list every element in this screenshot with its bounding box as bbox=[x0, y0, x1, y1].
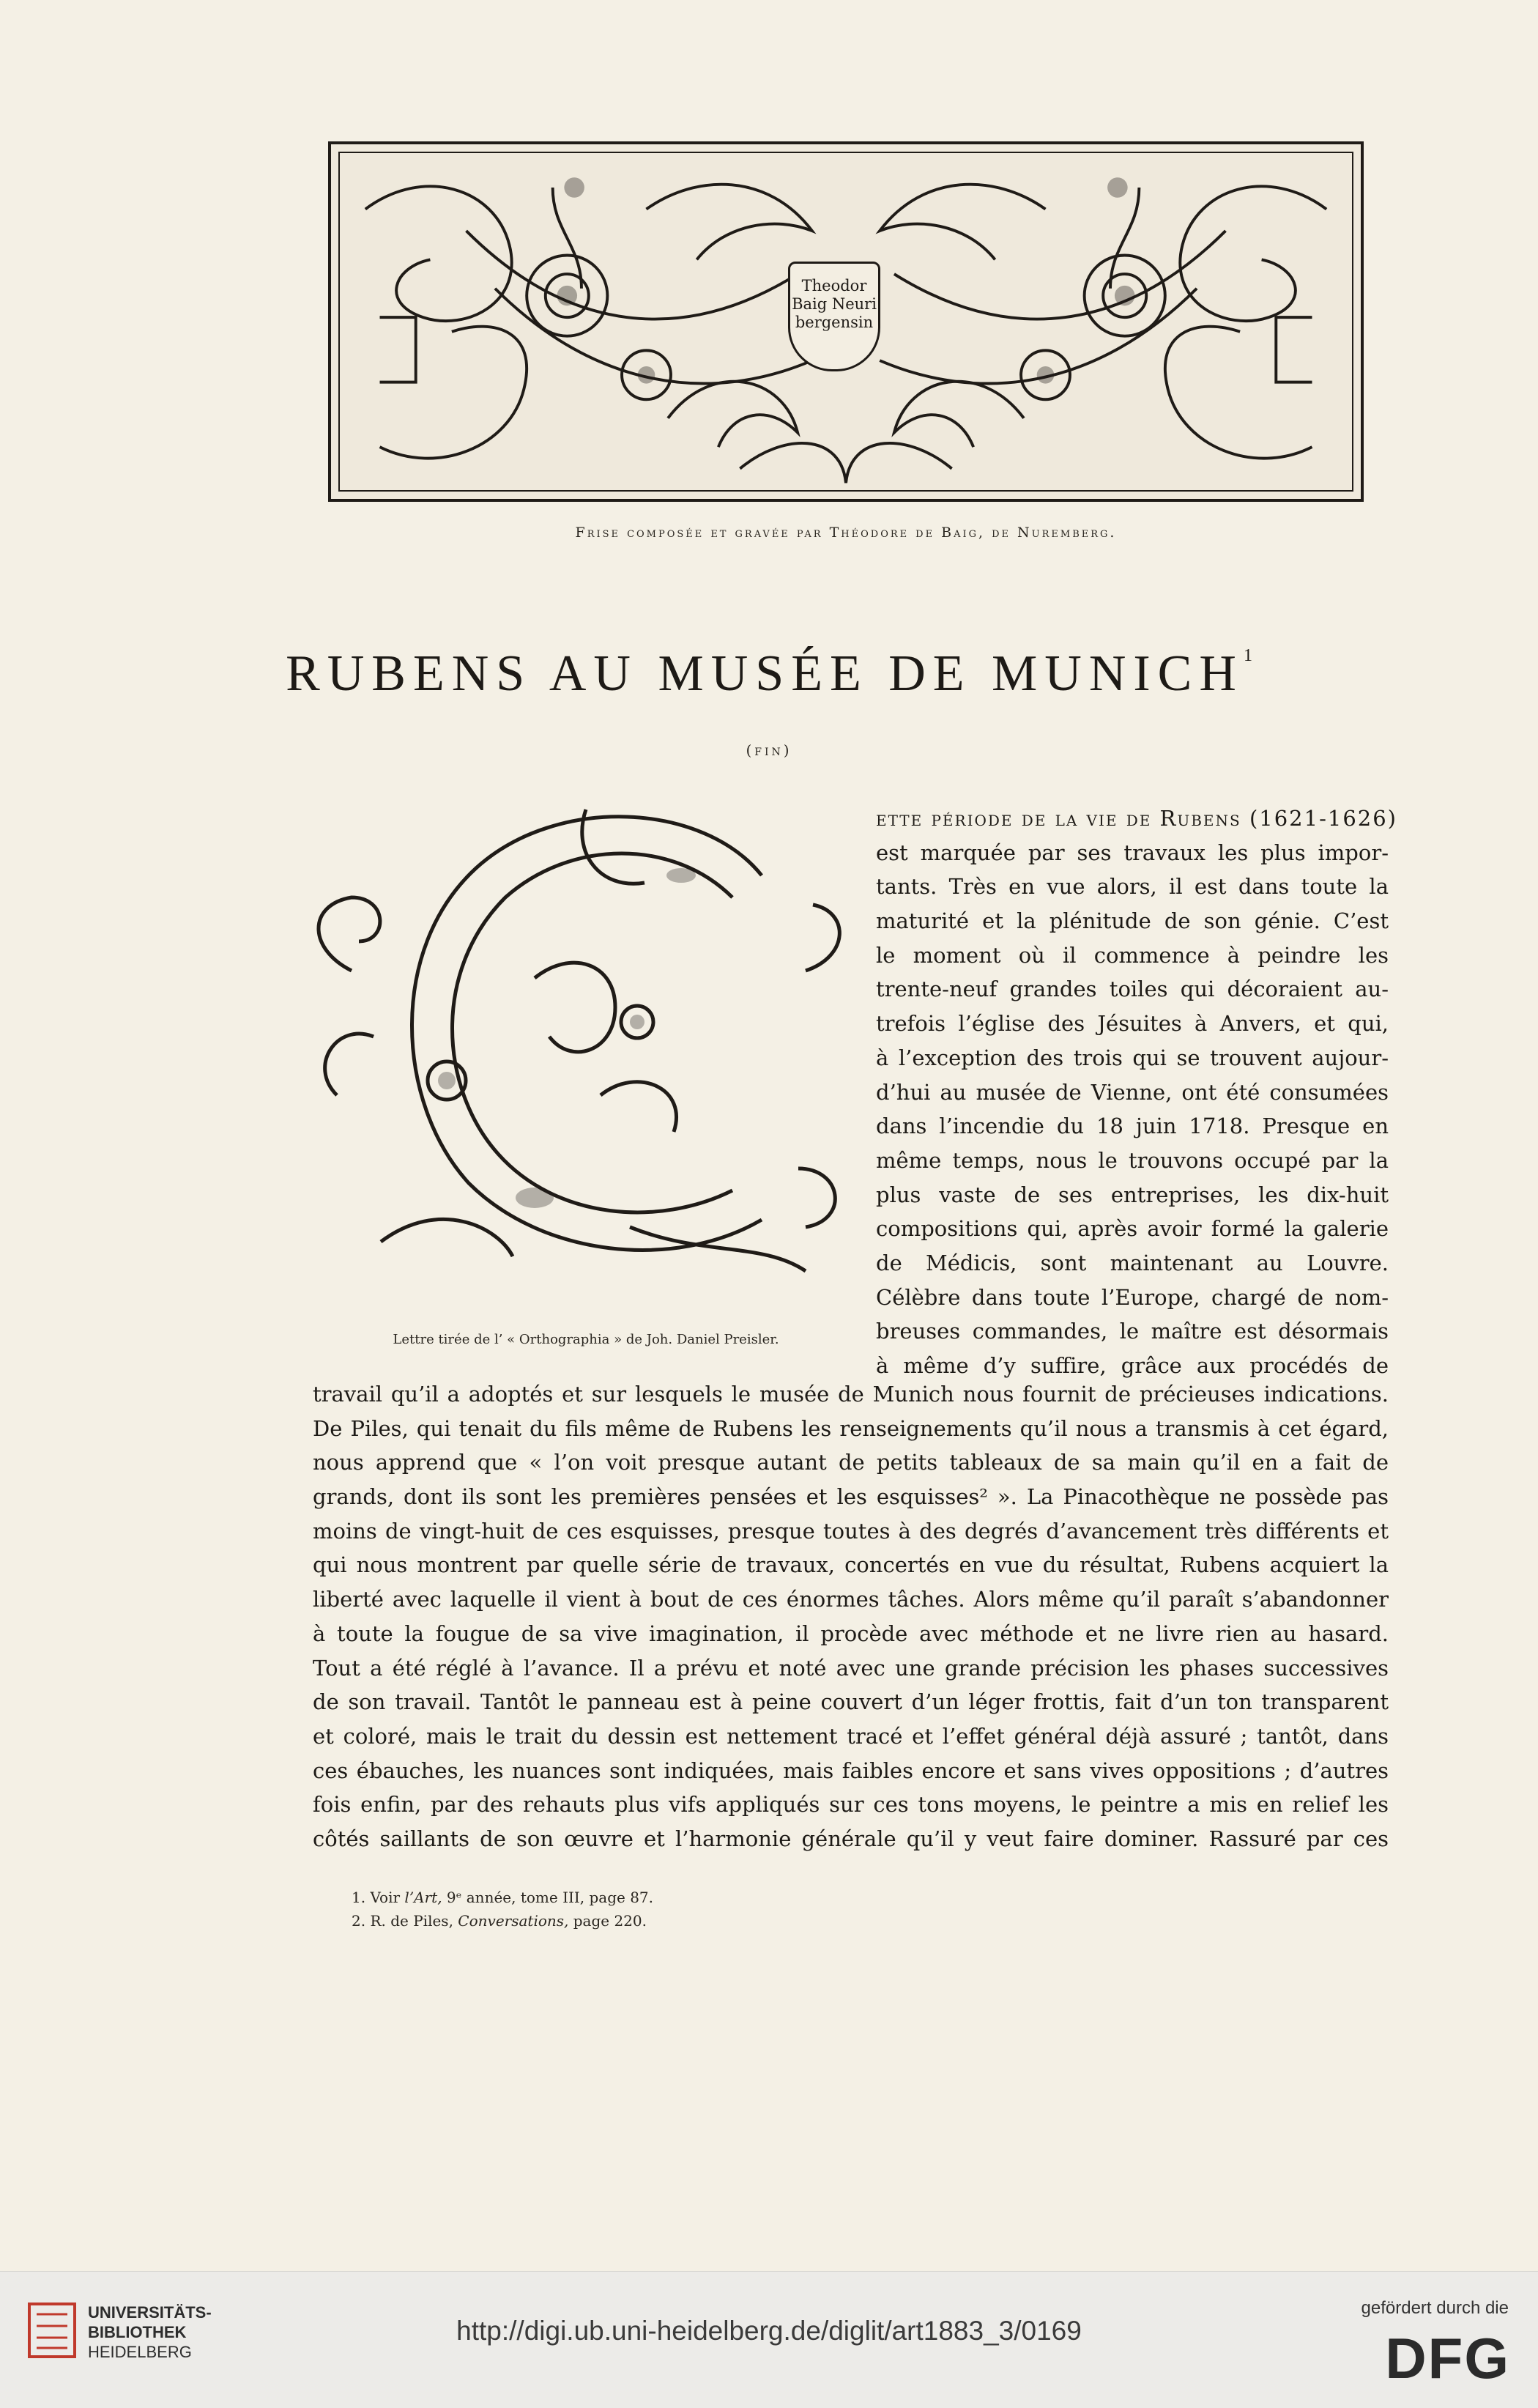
text-line: de Médicis, sont maintenant au Louvre. bbox=[876, 1250, 1389, 1275]
page-subtitle: (fin) bbox=[746, 741, 792, 759]
institution-line: HEIDELBERG bbox=[88, 2343, 192, 2361]
frieze-engraving bbox=[328, 141, 1364, 502]
text-line: fois enfin, par des rehauts plus vifs appliqués sur ces tons moyens, le peintre a mis en relief les bbox=[313, 1792, 1389, 1818]
text-line: moins de vingt-huit de ces esquisses, presque toutes à des degrés d’avancement très différents et bbox=[313, 1518, 1389, 1544]
article-paragraph-narrow bbox=[876, 801, 1397, 1383]
footnote-1 bbox=[352, 1886, 1084, 1909]
text-line: Célèbre dans toute l’Europe, chargé de nom- bbox=[876, 1284, 1389, 1310]
ornamental-initial bbox=[293, 788, 857, 1286]
title-text: RUBENS AU MUSÉE DE MUNICH bbox=[286, 645, 1244, 702]
text-line: breuses commandes, le maître est désormais bbox=[876, 1319, 1389, 1344]
footnote-title: Conversations, bbox=[458, 1912, 569, 1930]
frieze-shield bbox=[788, 262, 880, 371]
text-line: plus vaste de ses entreprises, les dix-huit bbox=[876, 1182, 1389, 1207]
institution-line: UNIVERSITÄTS- bbox=[88, 2303, 212, 2322]
footnote-number: 1. bbox=[352, 1889, 366, 1906]
text-line: Tout a été réglé à l’avance. Il a prévu et noté avec une grande précision les phases successives bbox=[313, 1655, 1389, 1681]
text-line: ette période de la vie de Rubens (1621-1626) bbox=[876, 806, 1397, 831]
institution-line: BIBLIOTHEK bbox=[88, 2323, 187, 2341]
footnote-text: 9ᵉ année, tome III, page 87. bbox=[442, 1889, 654, 1906]
text-line: tants. Très en vue alors, il est dans toute la bbox=[876, 874, 1389, 900]
text-line: grands, dont ils sont les premières pensées et les esquisses² ». La Pinacothèque ne possède pas bbox=[313, 1484, 1389, 1510]
text-line: même temps, nous le trouvons occupé par la bbox=[876, 1147, 1389, 1173]
text-line: liberté avec laquelle il vient à bout de ces énormes tâches. Alors même qu’il paraît s’abandonner bbox=[313, 1587, 1389, 1612]
text-line: trefois l’église des Jésuites à Anvers, et qui, bbox=[876, 1011, 1389, 1037]
footnote-text: R. de Piles, bbox=[370, 1912, 458, 1930]
title-footnote-marker: 1 bbox=[1243, 646, 1252, 665]
footer-bar bbox=[0, 2271, 1538, 2408]
initial-c-ornament bbox=[293, 788, 857, 1286]
text-line: nous apprend que « l’on voit presque autant de petits tableaux de sa main qu’il en a fait de bbox=[313, 1450, 1389, 1475]
footnote-text: page 220. bbox=[568, 1912, 647, 1930]
text-line: côtés saillants de son œuvre et l’harmonie générale qu’il y veut faire dominer. Rassuré par ces bbox=[313, 1826, 1389, 1851]
text-line: à toute la fougue de sa vive imagination, il procède avec méthode et ne livre rien au hasard. bbox=[313, 1620, 1389, 1646]
text-line: maturité et la plénitude de son génie. C’est bbox=[876, 908, 1389, 934]
funding-label: gefördert durch die bbox=[1361, 2298, 1509, 2318]
text-line: à même d’y suffire, grâce aux procédés de bbox=[876, 1353, 1389, 1378]
article-paragraph-wide bbox=[313, 1377, 1389, 1856]
dfg-logo: DFG bbox=[1385, 2326, 1510, 2390]
initial-caption: Lettre tirée de l’ « Orthographia » de Joh. Daniel Preisler. bbox=[393, 1332, 779, 1347]
shield-line: bergensin bbox=[795, 314, 874, 331]
text-line: compositions qui, après avoir formé la galerie bbox=[876, 1216, 1389, 1242]
shield-line: Theodor bbox=[801, 277, 867, 294]
footnote-number: 2. bbox=[352, 1912, 366, 1930]
text-line: travail qu’il a adoptés et sur lesquels le musée de Munich nous fournit de précieuses indications. bbox=[313, 1382, 1389, 1407]
frieze-caption: Frise composée et gravée par Théodore de Baig, de Nuremberg. bbox=[575, 525, 1117, 541]
text-line: qui nous montrent par quelle série de travaux, concertés en vue du résultat, Rubens acquiert la bbox=[313, 1552, 1389, 1578]
shield-line: Baig Neuri bbox=[792, 295, 877, 313]
text-line: de son travail. Tantôt le panneau est à peine couvert d’un léger frottis, fait d’un ton transparent bbox=[313, 1689, 1389, 1715]
text-line: ces ébauches, les nuances sont indiquées, mais faibles encore et sans vives oppositions ; d’autres bbox=[313, 1757, 1389, 1783]
footnotes bbox=[352, 1886, 1084, 1933]
text-line: à l’exception des trois qui se trouvent aujour- bbox=[876, 1045, 1389, 1070]
text-line: trente-neuf grandes toiles qui décoraient au- bbox=[876, 977, 1389, 1002]
text-line: De Piles, qui tenait du fils même de Rubens les renseignements qu’il nous a transmis à cet égard, bbox=[313, 1415, 1389, 1441]
text-line: le moment où il commence à peindre les bbox=[876, 942, 1389, 968]
text-line: et coloré, mais le trait du dessin est nettement tracé et l’effet général déjà assuré ; tantôt, dans bbox=[313, 1723, 1389, 1749]
title-block bbox=[0, 645, 1538, 703]
text-line: dans l’incendie du 18 juin 1718. Presque en bbox=[876, 1114, 1389, 1139]
text-line: est marquée par ses travaux les plus impor- bbox=[876, 840, 1389, 865]
text-line: d’hui au musée de Vienne, ont été consumées bbox=[876, 1079, 1389, 1105]
page-title bbox=[0, 645, 1538, 703]
footnote-text: Voir bbox=[370, 1889, 405, 1906]
footnote-2 bbox=[352, 1909, 1084, 1933]
page-url-link[interactable]: http://digi.ub.uni-heidelberg.de/diglit/art1883_3/0169 bbox=[456, 2316, 1082, 2346]
footnote-title: l’Art, bbox=[404, 1889, 442, 1906]
